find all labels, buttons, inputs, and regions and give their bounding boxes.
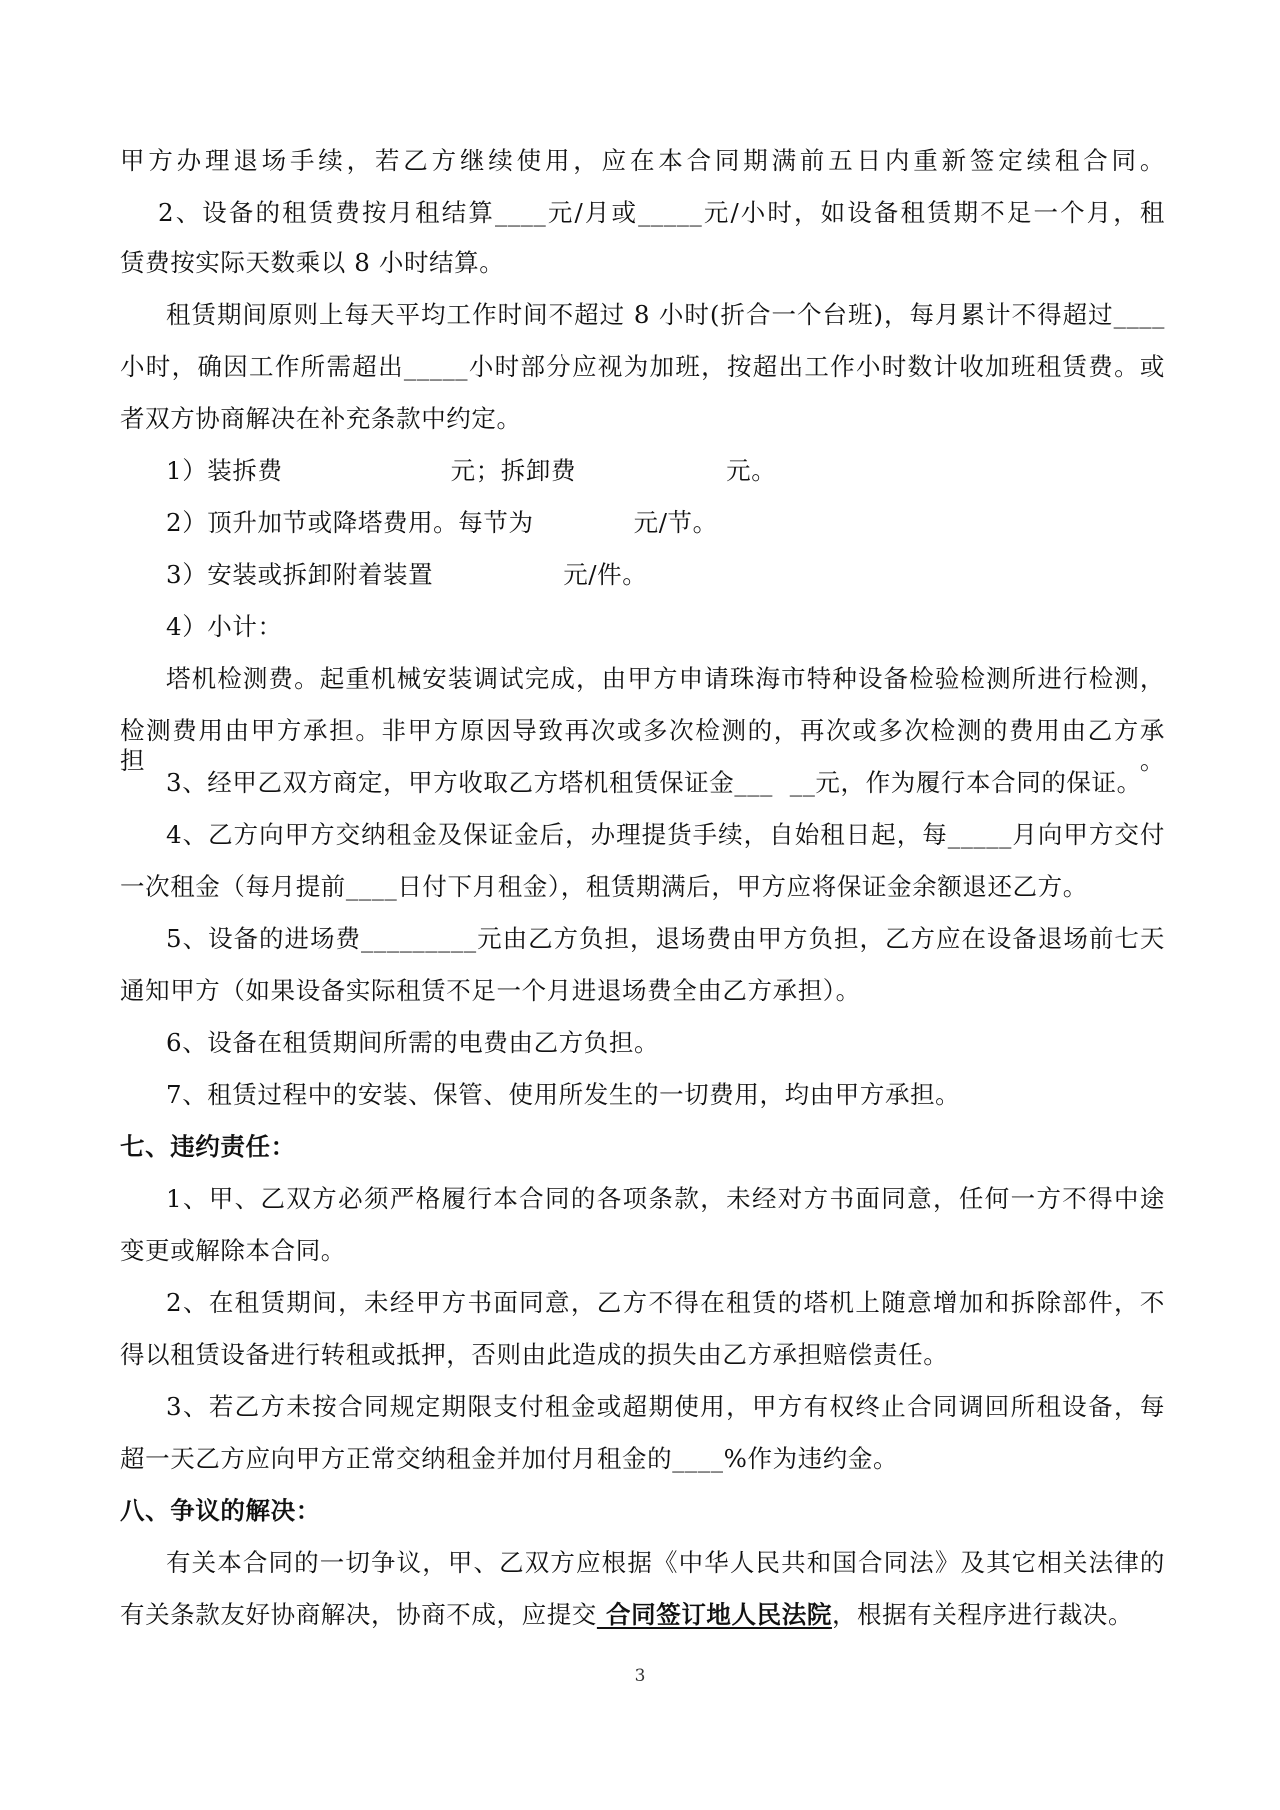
paragraph-line <box>166 1548 1165 1578</box>
text: 小时部分应视为加班，按超出工作小时数计收加班租赁费。或 <box>468 352 1165 381</box>
text: 3、经甲乙双方商定，甲方收取乙方塔机租赁保证金 <box>166 768 735 797</box>
text: 1）装拆费 <box>166 456 283 485</box>
paragraph-line <box>166 664 1165 694</box>
text: 租赁期间原则上每天平均工作时间不超过 8 小时(折合一个台班)，每月累计不得超过 <box>166 300 1114 329</box>
fee-item-3 <box>166 560 1165 590</box>
paragraph-line <box>166 1184 1165 1214</box>
paragraph-line <box>120 1600 1165 1630</box>
heading-text: 八、争议的解决： <box>120 1496 321 1525</box>
blank-field: ___ __ <box>734 768 816 797</box>
text: 2、设备的租赁费按月租结算 <box>158 198 495 227</box>
paragraph-line <box>120 872 1165 902</box>
fee-item-2 <box>166 508 1165 538</box>
text: 1、甲、乙双方必须严格履行本合同的各项条款，未经对方书面同意，任何一方不得中途 <box>166 1184 1165 1213</box>
text: 塔机检测费。起重机械安装调试完成，由甲方申请珠海市特种设备检验检测所进行检测， <box>166 664 1165 693</box>
text: 检测费用由甲方承担。非甲方原因导致再次或多次检测的，再次或多次检测的费用由乙方承担。 <box>120 716 1165 775</box>
paragraph-line <box>120 1444 1165 1474</box>
clause-7-line <box>166 1080 1165 1110</box>
text: 3、若乙方未按合同规定期限支付租金或超期使用，甲方有权终止合同调回所租设备，每 <box>166 1392 1165 1421</box>
section-heading-dispute <box>120 1496 1165 1526</box>
paragraph-line <box>120 146 1165 176</box>
text: 2）顶升加节或降塔费用。每节为 <box>166 508 534 537</box>
text: 变更或解除本合同。 <box>120 1236 346 1265</box>
text: 得以租赁设备进行转租或抵押，否则由此造成的损失由乙方承担赔偿责任。 <box>120 1340 949 1369</box>
text: 2、在租赁期间，未经甲方书面同意，乙方不得在租赁的塔机上随意增加和拆除部件，不 <box>166 1288 1165 1317</box>
text: 通知甲方（如果设备实际租赁不足一个月进退场费全由乙方承担）。 <box>120 976 861 1005</box>
clause-3-deposit-line <box>166 768 1165 798</box>
paragraph-line <box>120 352 1165 382</box>
blank-field: _____ <box>947 820 1012 849</box>
text: 7、租赁过程中的安装、保管、使用所发生的一切费用，均由甲方承担。 <box>166 1080 961 1109</box>
paragraph-line <box>120 404 1165 434</box>
blank-field: ____ <box>345 872 398 901</box>
text: 日付下月租金），租赁期满后，甲方应将保证金余额退还乙方。 <box>397 872 1088 901</box>
text: 4、乙方向甲方交纳租金及保证金后，办理提货手续，自始租日起，每 <box>166 820 948 849</box>
paragraph-line <box>120 976 1165 1006</box>
blank-field: _____ <box>403 352 469 381</box>
text: 有关本合同的一切争议，甲、乙双方应根据《中华人民共和国合同法》及其它相关法律的 <box>166 1548 1165 1577</box>
text: 赁费按实际天数乘以 8 小时结算。 <box>120 248 505 277</box>
text: 元/月或 <box>546 198 639 227</box>
paragraph-line <box>166 1288 1165 1318</box>
text: 5、设备的进场费 <box>166 924 362 953</box>
text: 元/节。 <box>633 508 718 537</box>
clause-5-line <box>166 924 1165 954</box>
section-heading-liability <box>120 1132 1165 1162</box>
clause-6-line <box>166 1028 1165 1058</box>
page-number: 3 <box>634 1666 646 1686</box>
text: 元/件。 <box>563 560 648 589</box>
text: 元。 <box>726 456 777 485</box>
heading-text: 七、违约责任： <box>120 1132 296 1161</box>
text: ，根据有关程序进行裁决。 <box>831 1600 1134 1629</box>
blank-field: _________ <box>361 924 477 953</box>
clause-2-rent-line <box>158 198 1165 228</box>
blank-field: ____ <box>1113 300 1165 329</box>
paragraph-line <box>120 716 1165 776</box>
text: 元，作为履行本合同的保证。 <box>815 768 1142 797</box>
court-name: 合同签订地人民法院 <box>596 1600 832 1629</box>
text: 元；拆卸费 <box>450 456 577 485</box>
text: 者双方协商解决在补充条款中约定。 <box>120 404 522 433</box>
fee-item-1 <box>166 456 1165 486</box>
fee-item-4 <box>166 612 1165 642</box>
text: 4）小计： <box>166 612 283 641</box>
clause-4-line <box>166 820 1165 850</box>
text: 小时，确因工作所需超出 <box>120 352 404 381</box>
text: 超一天乙方应向甲方正常交纳租金并加付月租金的 <box>120 1444 673 1473</box>
blank-field: ____ <box>494 198 547 227</box>
paragraph-line <box>120 248 1165 278</box>
text: 元/小时，如设备租赁期不足一个月，租 <box>702 198 1165 227</box>
blank-field: ____ <box>672 1444 724 1473</box>
text: 有关条款友好协商解决，协商不成，应提交 <box>120 1600 597 1629</box>
paragraph-line <box>166 1392 1165 1422</box>
text: 月向甲方交付 <box>1011 820 1165 849</box>
text: 3）安装或拆卸附着装置 <box>166 560 434 589</box>
paragraph-line <box>166 300 1165 330</box>
text: 6、设备在租赁期间所需的电费由乙方负担。 <box>166 1028 660 1057</box>
paragraph-line <box>120 1236 1165 1266</box>
paragraph-line <box>120 1340 1165 1370</box>
text: 一次租金（每月提前 <box>120 872 346 901</box>
text: 甲方办理退场手续，若乙方继续使用，应在本合同期满前五日内重新签定续租合同。 <box>120 146 1165 175</box>
text: 元由乙方负担，退场费由甲方负担，乙方应在设备退场前七天 <box>476 924 1165 953</box>
blank-field: _____ <box>638 198 703 227</box>
text: %作为违约金。 <box>723 1444 899 1473</box>
